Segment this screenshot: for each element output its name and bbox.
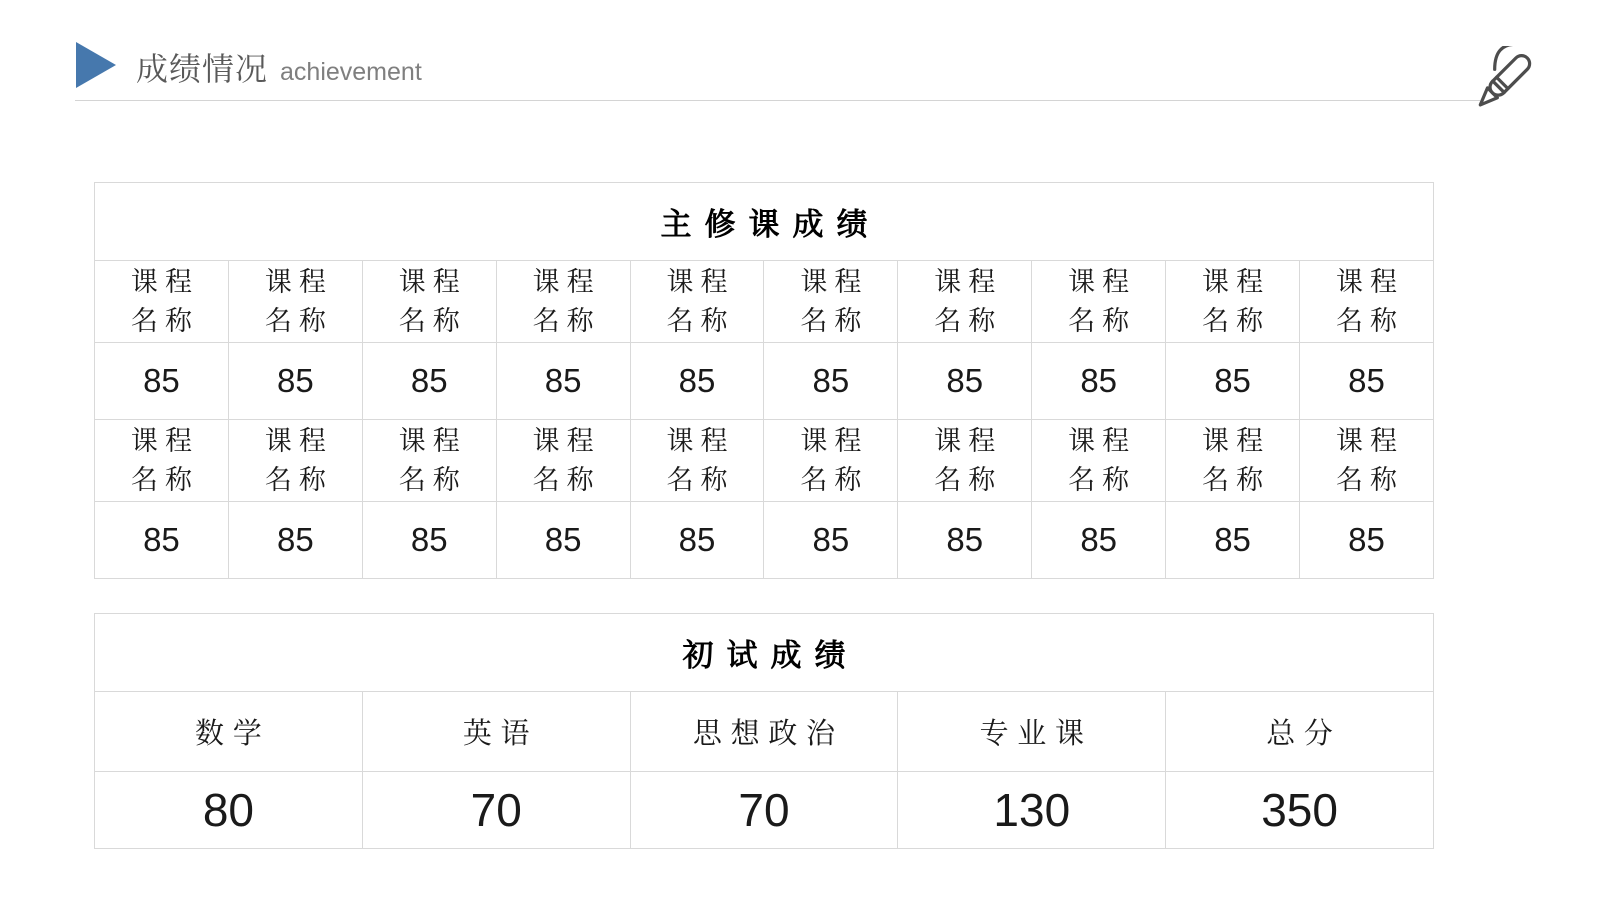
course-name-cell: 课程 名称 — [898, 261, 1032, 343]
subject-name-row — [95, 692, 1434, 772]
course-name-cell: 课程 名称 — [95, 261, 229, 343]
course-name-cell: 课程 名称 — [898, 420, 1032, 502]
course-score-cell: 85 — [630, 343, 764, 420]
course-score-cell: 85 — [630, 502, 764, 579]
course-score-cell: 85 — [1166, 343, 1300, 420]
course-score-cell: 85 — [764, 343, 898, 420]
course-score-cell: 85 — [1032, 343, 1166, 420]
initial-exam-table — [94, 613, 1434, 849]
course-score-cell: 85 — [95, 343, 229, 420]
course-score-cell: 85 — [898, 343, 1032, 420]
course-name-cell: 课程 名称 — [630, 261, 764, 343]
course-score-cell: 85 — [228, 343, 362, 420]
course-score-cell: 85 — [764, 502, 898, 579]
subject-name-cell: 思想政治 — [630, 692, 898, 772]
course-score-cell: 85 — [362, 343, 496, 420]
course-name-row — [95, 420, 1434, 502]
section-header — [136, 44, 422, 90]
subject-score-row — [95, 772, 1434, 849]
course-name-cell: 课程 名称 — [1032, 261, 1166, 343]
course-score-cell: 85 — [362, 502, 496, 579]
course-score-cell: 85 — [95, 502, 229, 579]
course-score-row — [95, 502, 1434, 579]
table-title-row — [95, 614, 1434, 692]
course-score-cell: 85 — [1300, 502, 1434, 579]
subject-score-cell: 70 — [362, 772, 630, 849]
course-name-cell: 课程 名称 — [228, 420, 362, 502]
course-name-cell: 课程 名称 — [764, 261, 898, 343]
course-name-cell: 课程 名称 — [1166, 420, 1300, 502]
course-score-cell: 85 — [1300, 343, 1434, 420]
course-name-cell: 课程 名称 — [95, 420, 229, 502]
section-title-cn: 成绩情况 — [136, 51, 269, 87]
course-name-cell: 课程 名称 — [496, 420, 630, 502]
table-title-row — [95, 183, 1434, 261]
course-name-row — [95, 261, 1434, 343]
course-name-cell: 课程 名称 — [362, 261, 496, 343]
course-score-cell: 85 — [496, 502, 630, 579]
major-scores-table — [94, 182, 1434, 579]
subject-name-cell: 数学 — [95, 692, 363, 772]
course-score-cell: 85 — [496, 343, 630, 420]
subject-name-cell: 总分 — [1166, 692, 1434, 772]
major-table-title: 主修课成绩 — [95, 183, 1434, 261]
pen-icon — [1476, 46, 1551, 121]
course-name-cell: 课程 名称 — [1032, 420, 1166, 502]
course-score-row — [95, 343, 1434, 420]
triangle-right-icon — [76, 42, 116, 88]
course-name-cell: 课程 名称 — [228, 261, 362, 343]
subject-score-cell: 70 — [630, 772, 898, 849]
course-score-cell: 85 — [898, 502, 1032, 579]
course-score-cell: 85 — [1032, 502, 1166, 579]
header-divider — [75, 100, 1480, 101]
subject-score-cell: 130 — [898, 772, 1166, 849]
course-name-cell: 课程 名称 — [1300, 261, 1434, 343]
course-name-cell: 课程 名称 — [1300, 420, 1434, 502]
course-name-cell: 课程 名称 — [630, 420, 764, 502]
subject-score-cell: 80 — [95, 772, 363, 849]
subject-name-cell: 英语 — [362, 692, 630, 772]
subject-score-cell: 350 — [1166, 772, 1434, 849]
course-name-cell: 课程 名称 — [362, 420, 496, 502]
course-score-cell: 85 — [1166, 502, 1300, 579]
course-name-cell: 课程 名称 — [496, 261, 630, 343]
course-score-cell: 85 — [228, 502, 362, 579]
section-title-en: achievement — [280, 58, 422, 86]
subject-name-cell: 专业课 — [898, 692, 1166, 772]
course-name-cell: 课程 名称 — [1166, 261, 1300, 343]
course-name-cell: 课程 名称 — [764, 420, 898, 502]
initial-table-title: 初试成绩 — [95, 614, 1434, 692]
